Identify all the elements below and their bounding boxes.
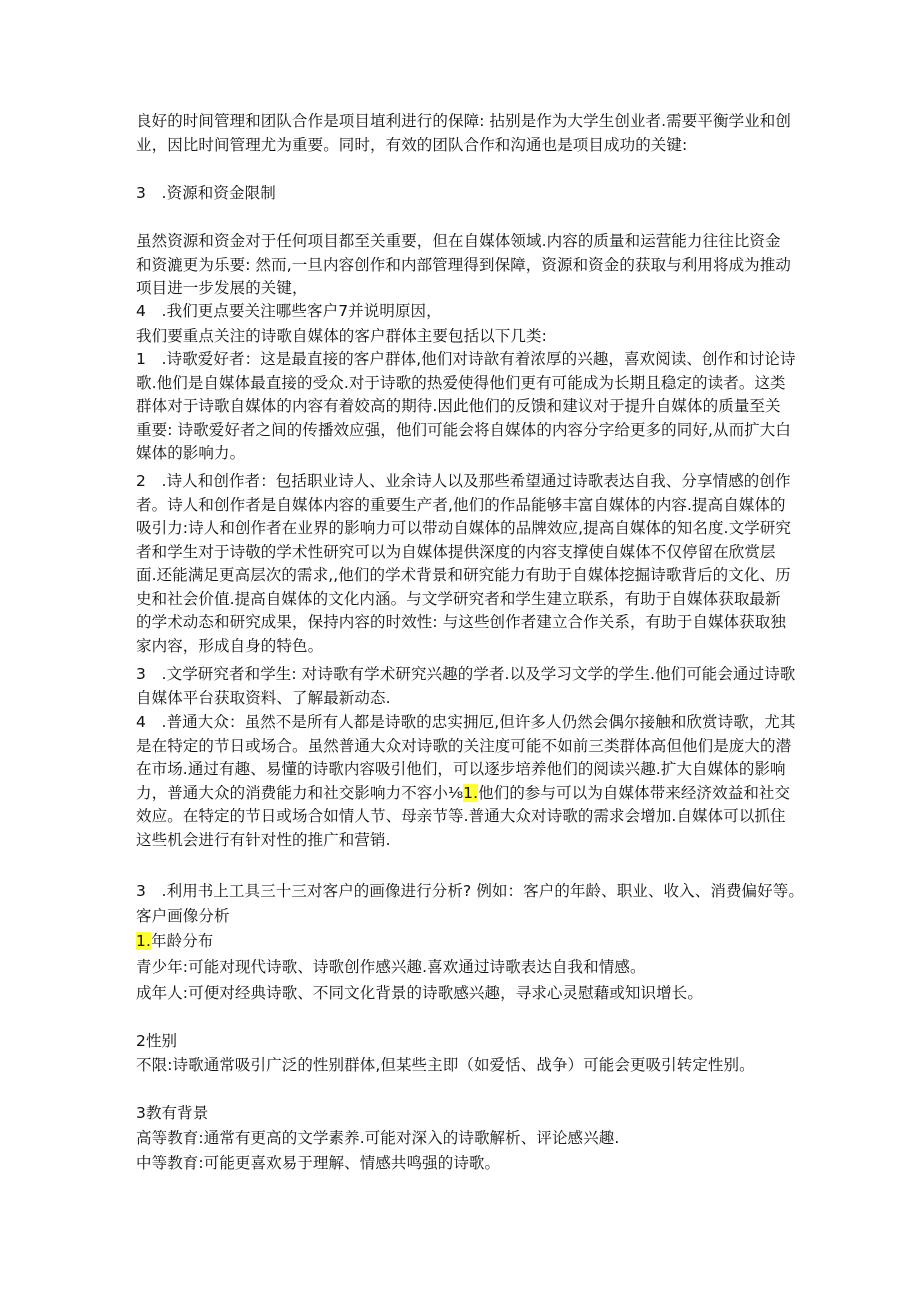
education-high: 高等教育:通常有更高的文学素养.可能对深入的诗歌解析、评论感兴趣. (136, 1129, 620, 1147)
gender-text: 不限:诗歌通常吸引广泛的性别群体,但某些主即（如爱恬、战争）可能会更吸引转定性别。 (136, 1056, 755, 1074)
general-public-text-2: 他们的参与可以为自媒体带来经济效益和社交效应。在特定的节日或场合如情人节、母亲节等.普通大众对诗歌的需求会增加.自媒体可以抓住这些机会进行有针对性的推广和营销. (136, 783, 791, 849)
education-heading: 3教有背景 (136, 1104, 209, 1122)
age-heading (136, 930, 796, 954)
paragraph-resources: 虽然资源和资金对于任何项目都至关重要，但在自媒体领域.内容的质量和运营能力往往比资金和资漉更为乐要: 然而,一旦内容创作和内部管理得到保障，资源和资金的获取与利用将成为推动项目进一步发展的关键， (136, 232, 791, 297)
customer-intro: 我们要重点关注的诗歌自媒体的客户群体主要包括以下几类: (136, 327, 547, 345)
age-number-highlight: 1. (136, 932, 151, 950)
heading-resources: 3 .资源和资金限制 (136, 184, 276, 202)
age-heading-text: 年龄分布 (151, 932, 214, 950)
list-item-researchers: 3 .文学研究者和学生: 对诗歌有学术研究兴趣的学者.以及学习文学的学生.他们可能会通过诗歌自媒体平台获取资料、了解最新动态. (136, 665, 796, 707)
age-teen: 青少年:可能对现代诗歌、诗歌创作感兴趣.喜欢通过诗歌表达自我和情感。 (136, 958, 646, 976)
paragraph-time-management: 良好的时间管理和团队合作是项目埴利进行的保障: 拈别是作为大学生创业者.需要平衡学业和创业，因比时间管理尤为重要。同时，有效的团队合作和沟通也是项目成功的关键: (136, 112, 791, 154)
gender-heading: 2性别 (136, 1032, 178, 1050)
highlight-mark: 1. (463, 783, 479, 802)
list-item-poetry-lovers: 1 .诗歌爱好者：这是最直接的客户群体,他们对诗歆有着浓厚的兴趣，喜欢阅读、创作和讨论诗歌.他们是自媒体最直接的受众.对于诗歌的热爱使得他们更有可能成为长期且稳定的读者。这类群体对于诗歌自媒体的内容有着姣高的期待.因此他们的反馈和建议对于提升自媒体的质量至关重要: 诗歌爱好者之间的传播效应强，他们可能会将自媒体的内容分字给更多的同好,从而扩大白媒体的影响力。 (136, 350, 796, 462)
profile-title: 客户画像分析 (136, 907, 230, 925)
education-mid: 中等教育:可能更喜欢易于理解、情感共鸣强的诗歌。 (136, 1154, 501, 1172)
question-4: 4 .我们更点要关注哪些客户7并说明原因， (136, 302, 442, 320)
general-public-text-1: 4 .普通大众：虽然不是所有人都是诗歌的忠实拥厄,但许多人仍然会偶尔接触和欣赏诗歌，尤其是在特定的节日或场合。虽然普通大众对诗歌的关注度可能不如前三类群体高但他们是庞大的潜在市场.通过有趣、易懂的诗歌内容吸引他们，可以逐步培养他们的阅读兴趣.扩大自媒体的影响力，普通大众的消费能力和社交影响力不容小⅛ (136, 713, 796, 802)
question-3-profile: 3 .利用书上工具三十三对客户的画像进行分析? 例如：客户的年龄、职业、收入、消费偏好等。 (136, 882, 804, 900)
age-adult: 成年人:可便对经典诗歌、不同文化背景的诗歌感兴趣，寻求心灵慰藉或知识增长。 (136, 984, 703, 1002)
list-item-general-public (136, 711, 796, 852)
list-item-poets-creators: 2 .诗人和创作者：包括职业诗人、业余诗人以及那些希望通过诗歌表达自我、分享情感的创作者。诗人和创作者是自媒体内容的重要生产者,他们的作品能够丰富自媒体的内容.提高自媒体的吸引力:诗人和创作者在业界的影响力可以带动自媒体的品牌效应,提高自媒体的知名度.文学研究者和学生对于诗敬的学术性研究可以为自媒体提供深度的内容支撑使自媒体不仅停留在欣赏层面.还能满足更高层次的需求,,他们的学术背景和研究能力有助于自媒体挖掘诗歌背后的文化、历史和社会价值.提高自媒体的文化内涵。与文学研究者和学生建立联系，有助于自媒体获取最新的学术动态和研究成果，保持内容的时效性: 与这些创作者建立合作关系，有助于自媒体获取独家内容，形成自身的特色。 (136, 472, 791, 655)
